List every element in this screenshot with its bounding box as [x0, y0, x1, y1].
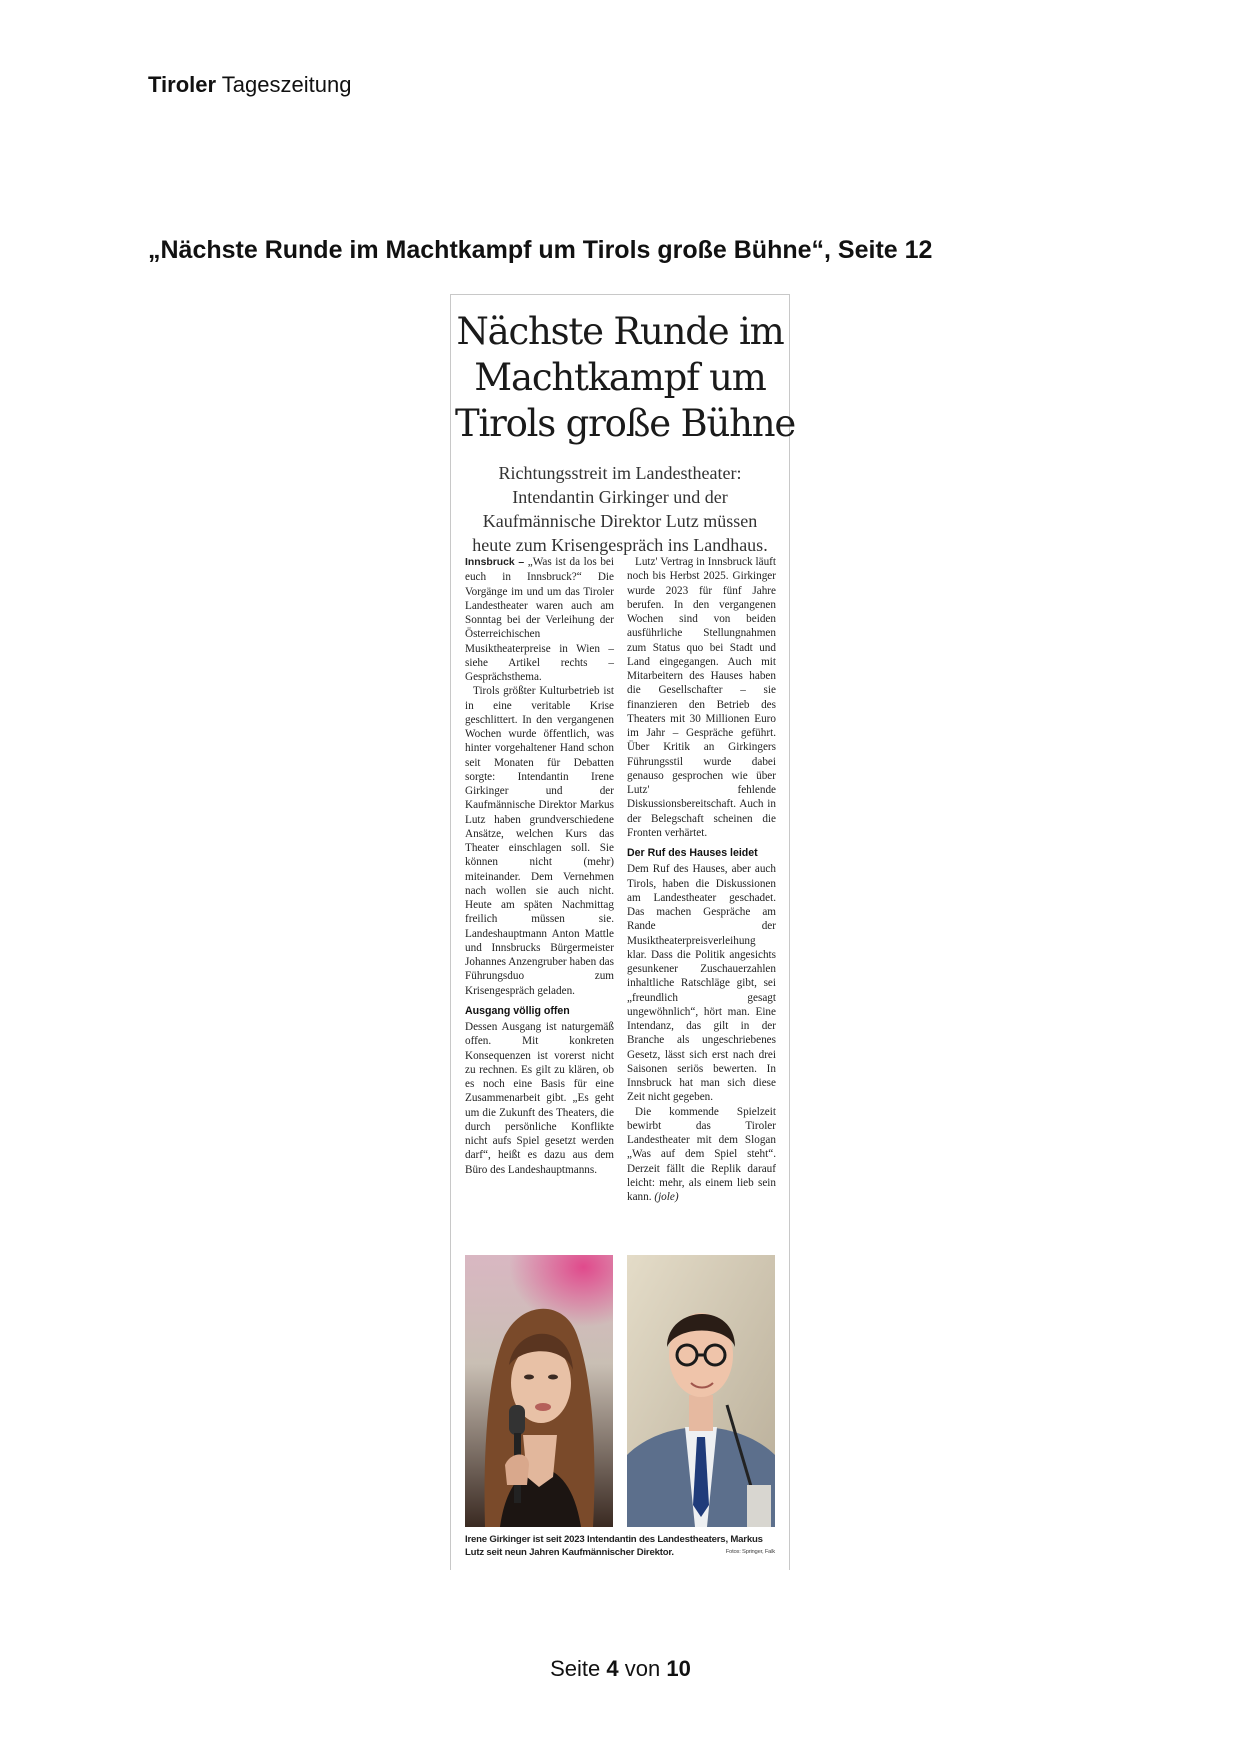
paragraph: Tirols größter Kulturbetrieb ist in eine veritable Krise geschlittert. In den vergangenen Wochen wurde öffentlich, was hinter vorgehaltener Hand schon seit Monaten für Debatten sorgte: Intendantin Irene Girkinger und der Kaufmännische Direktor Markus Lutz haben grundverschiedene Ansätze, welchen Kurs das Theater einschlagen soll. Sie können nicht (mehr) miteinander. Dem Vernehmen nach wollen sie auch nicht. Heute am späten Nachmittag freilich müssen sie. Landeshauptmann Anton Mattle und Innsbrucks Bürgermeister Johannes Anzengruber haben das Führungsduo zum Krisengespräch geladen.: [465, 685, 614, 997]
subheadline-line: Richtungsstreit im Landestheater:: [498, 463, 742, 483]
subheadline-line: heute zum Krisengespräch ins Landhaus.: [472, 535, 768, 555]
brand-rest: Tageszeitung: [221, 72, 352, 97]
headline-line: Nächste Runde im: [456, 310, 784, 353]
headline-line: Machtkampf um: [474, 356, 766, 399]
paragraph-text: „Was ist da los bei euch in Innsbruck?“ Die Vorgänge im und um das Tiroler Landestheater waren auch am Sonntag bei der Verleihung der Österreichischen Musiktheaterpreise in Wien – siehe Artikel rechts – Gesprächsthema.: [465, 556, 614, 683]
paragraph: Dessen Ausgang ist naturgemäß offen. Mit konkreten Konsequenzen ist vorerst nicht zu rechnen. Es gilt zu klären, ob es noch eine Basis für eine Zusammenarbeit gibt. „Es geht um die Zukunft des Theaters, die durch persönliche Konflikte nicht aufs Spiel gesetzt werden darf“, heißt es dazu aus dem Büro des Landeshauptmanns.: [465, 1021, 614, 1176]
article-reference-title: „Nächste Runde im Machtkampf um Tirols große Bühne“, Seite 12: [148, 236, 933, 264]
headline-line: Tirols große Bühne: [455, 402, 796, 445]
paragraph-text: Die kommende Spielzeit bewirbt das Tiroler Landestheater mit dem Slogan „Was auf dem Spiel steht“. Derzeit fällt die Replik darauf leicht: mehr, als einem lieb sein kann.: [627, 1105, 776, 1203]
photo-irene-girkinger: [465, 1255, 613, 1527]
dateline: Innsbruck –: [465, 557, 525, 568]
paragraph: Dem Ruf des Hauses, aber auch Tirols, haben die Diskussionen am Landestheater geschadet. Das machen Gespräche am Rande der Musiktheaterpreisverleihung klar. Dass die Politik angesichts gesunkener Zuschauerzahlen inhaltliche Ratschläge gibt, sei „freundlich gesagt ungewöhnlich“, hört man. Eine Intendanz, das gilt in der Branche als ungeschriebenes Gesetz, lässt sich erst nach drei Saisonen seriös bewerten. In Innsbruck hat man sich diese Zeit nicht gegeben.: [627, 863, 776, 1104]
page-footer: [0, 1656, 1241, 1682]
photo-row: [465, 1255, 775, 1529]
article-headline: [455, 309, 796, 447]
portrait-woman-image: [465, 1255, 613, 1527]
subheading: Ausgang völlig offen: [465, 1004, 570, 1017]
publication-header: [148, 72, 351, 98]
paragraph: Lutz' Vertrag in Innsbruck läuft noch bis Herbst 2025. Girkinger wurde 2023 für fünf Jahre berufen. In den vergangenen Wochen sind von beiden ausführliche Stellungnahmen zum Status quo bei Stadt und Land eingegangen. Auch mit Mitarbeitern des Hauses haben die Gesellschafter – sie finanzieren den Betrieb des Theaters mit 30 Millionen Euro im Jahr – Gespräche geführt. Über Kritik an Girkingers Führungsstil wurde dabei genauso gesprochen wie über Lutz' fehlende Diskussionsbereitschaft. Auch in der Belegschaft scheinen die Fronten verhärtet.: [627, 556, 776, 839]
article-column-right: [627, 555, 776, 1204]
caption-text: Irene Girkinger ist seit 2023 Intendantin des Landestheaters, Markus Lutz seit neun Jahren Kaufmännischer Direktor.: [465, 1534, 763, 1558]
brand-bold: Tiroler: [148, 72, 217, 97]
author-tag: (jole): [654, 1191, 679, 1203]
subheading: Der Ruf des Hauses leidet: [627, 847, 758, 859]
paragraph: [465, 555, 614, 684]
photo-markus-lutz: [627, 1255, 775, 1527]
article-subheadline: [457, 461, 783, 557]
photo-credit: Fotos: Springer, Falk: [725, 1549, 775, 1555]
footer-prefix: Seite: [550, 1656, 601, 1681]
current-page: 4: [606, 1656, 619, 1681]
photo-caption: [465, 1533, 775, 1559]
portrait-man-image: [627, 1255, 775, 1527]
newspaper-clipping: [450, 294, 796, 1570]
footer-middle: von: [624, 1656, 661, 1681]
subheadline-line: Intendantin Girkinger und der: [512, 487, 728, 507]
total-pages: 10: [666, 1656, 691, 1681]
article-column-left: [465, 555, 614, 1177]
subheadline-line: Kaufmännische Direktor Lutz müssen: [482, 511, 758, 531]
paragraph: [627, 1105, 776, 1205]
